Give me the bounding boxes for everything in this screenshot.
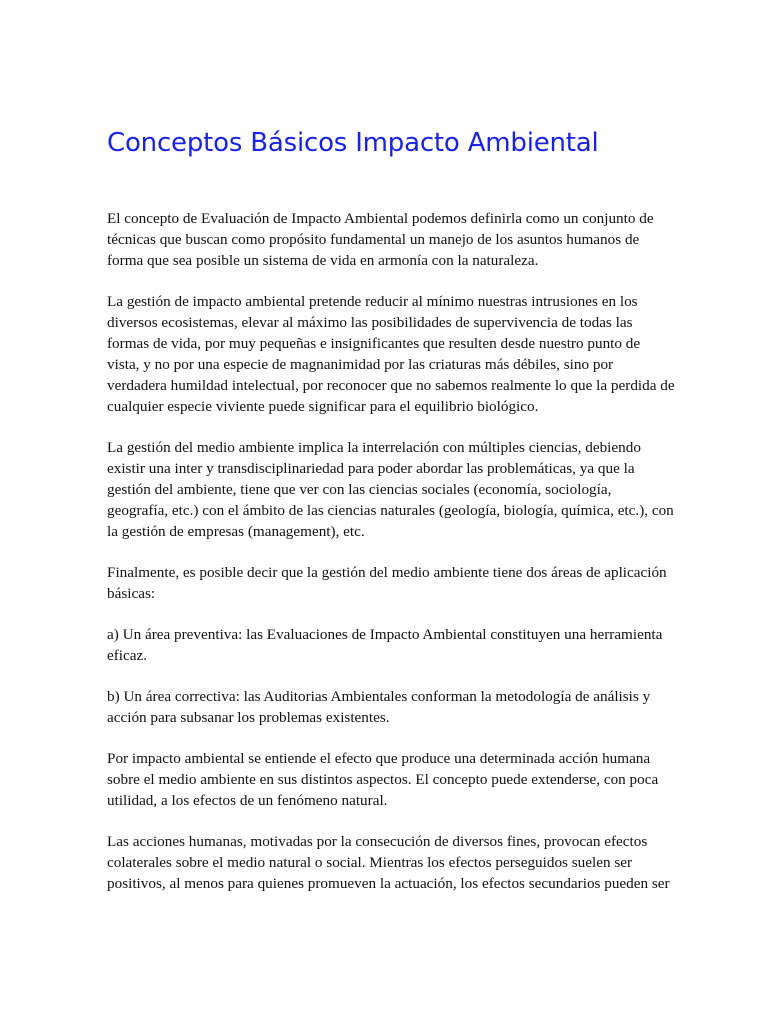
document-title: Conceptos Básicos Impacto Ambiental bbox=[107, 128, 599, 158]
paragraph-gestion-impacto: La gestión de impacto ambiental pretende reducir al mínimo nuestras intrusiones en los diversos ecosistemas, elevar al máximo las posibilidades de supervivencia de todas las formas de vida, por muy pequeñas e insignificantes que resulten desde nuestro punto de vista, y no por una especie de magnanimidad por las criaturas más débiles, sino por verdadera humildad intelectual, por reconocer que no sabemos realmente lo que la perdida de cualquier especie viviente puede significar para el equilibrio biológico. bbox=[107, 293, 675, 415]
paragraph-impacto-definicion: Por impacto ambiental se entiende el efecto que produce una determinada acción humana sobre el medio ambiente en sus distintos aspectos. El concepto puede extenderse, con poca utilidad, a los efectos de un fenómeno natural. bbox=[107, 750, 659, 809]
paragraph-evaluacion-definicion: El concepto de Evaluación de Impacto Ambiental podemos definirla como un conjunto de técnicas que buscan como propósito fundamental un manejo de los asuntos humanos de forma que sea posible un sistema de vida en armonía con la naturaleza. bbox=[107, 210, 654, 269]
paragraph-acciones-humanas: Las acciones humanas, motivadas por la consecución de diversos fines, provocan efectos colaterales sobre el medio natural o social. Mientras los efectos perseguidos suelen ser positivos, al menos para quienes promueven la actuación, los efectos secundarios pueden ser bbox=[107, 833, 670, 892]
paragraph-area-preventiva: a) Un área preventiva: las Evaluaciones de Impacto Ambiental constituyen una herramienta eficaz. bbox=[107, 626, 663, 664]
paragraph-gestion-ciencias: La gestión del medio ambiente implica la interrelación con múltiples ciencias, debiendo existir una inter y transdisciplinariedad para poder abordar las problemáticas, ya que la gestión del ambiente, tiene que ver con las ciencias sociales (economía, sociología, geografía, etc.) con el ámbito de las ciencias naturales (geología, biología, química, etc.), con la gestión de empresas (management), etc. bbox=[107, 439, 674, 540]
paragraph-areas-aplicacion: Finalmente, es posible decir que la gestión del medio ambiente tiene dos áreas de aplicación básicas: bbox=[107, 564, 667, 602]
paragraph-area-correctiva: b) Un área correctiva: las Auditorias Ambientales conforman la metodología de análisis y acción para subsanar los problemas existentes. bbox=[107, 688, 651, 726]
